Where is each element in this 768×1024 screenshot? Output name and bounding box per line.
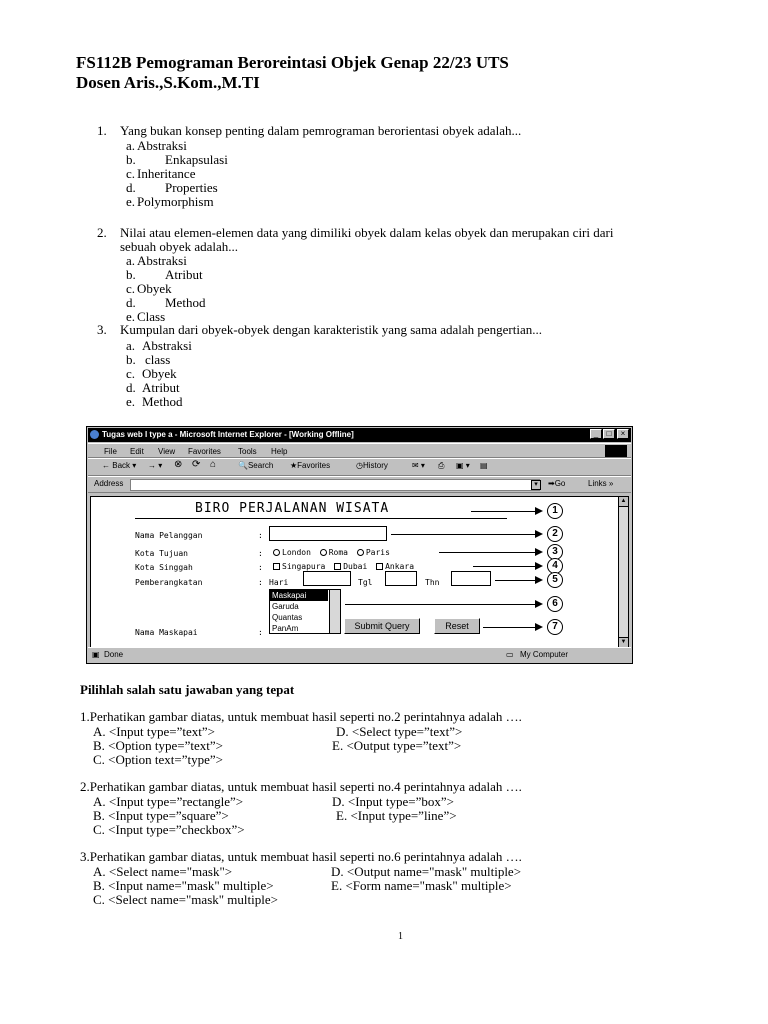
status-text: Done: [104, 650, 124, 659]
maskapai-select-list[interactable]: [269, 589, 341, 634]
forward-button[interactable]: → ▾: [148, 461, 163, 470]
option-text: Method: [142, 394, 183, 409]
home-icon[interactable]: ⌂: [210, 459, 217, 470]
page-number: 1: [398, 931, 403, 942]
option-text: Obyek: [142, 366, 177, 381]
option-text: Abstraksi: [137, 138, 187, 153]
option-text: Atribut: [165, 267, 203, 282]
tgl-input[interactable]: [385, 571, 417, 586]
menu-file[interactable]: File: [104, 447, 117, 456]
colon: :: [258, 578, 263, 587]
radio-london[interactable]: London: [273, 548, 311, 557]
heading-underline: [135, 518, 507, 519]
callout-number: 1: [547, 503, 563, 519]
window-title: Tugas web I type a - Microsoft Internet Explorer - [Working Offline]: [102, 430, 354, 439]
callout-arrow: [483, 627, 541, 628]
callout-arrow: [473, 566, 541, 567]
hari-input[interactable]: [303, 571, 351, 586]
option-letter: a.: [126, 138, 136, 153]
mcq-option-e: E. <Form name="mask" multiple>: [331, 878, 512, 893]
option-letter: d.: [126, 380, 136, 395]
label-hari: Hari: [269, 578, 289, 587]
option-text: Abstraksi: [142, 338, 192, 353]
mcq-option-a: A. <Input type=”text”>: [93, 724, 215, 739]
instruction: Pilihlah salah satu jawaban yang tepat: [80, 682, 295, 697]
label-tgl: Tgl: [358, 578, 373, 587]
mcq-option-d: D. <Output name="mask" multiple>: [331, 864, 522, 879]
back-button[interactable]: ← Back ▾: [102, 461, 137, 470]
option-letter: e.: [126, 194, 136, 209]
callout-number: 6: [547, 596, 563, 612]
callout-number: 4: [547, 558, 563, 574]
colon: :: [258, 531, 263, 540]
option-letter: b.: [126, 152, 136, 167]
history-button[interactable]: ◷History: [356, 461, 388, 470]
checkbox-dubai[interactable]: Dubai: [334, 562, 367, 571]
doc-title: FS112B Pemograman Beroreintasi Objek Genap 22/23 UTS: [76, 53, 509, 72]
option-text: Obyek: [137, 281, 172, 296]
menu-bar: [88, 443, 631, 458]
callout-number: 2: [547, 526, 563, 542]
question-text: sebuah obyek adalah...: [120, 239, 239, 254]
option-text: Inheritance: [137, 166, 196, 181]
colon: :: [258, 563, 263, 572]
option-letter: c.: [126, 166, 136, 181]
option-text: Method: [165, 295, 206, 310]
label-nama-maskapai: Nama Maskapai: [135, 628, 198, 637]
callout-arrow: [345, 604, 541, 605]
callout-arrow: [439, 552, 541, 553]
page-done-icon: ▣: [92, 650, 100, 659]
thn-input[interactable]: [451, 571, 491, 586]
close-button[interactable]: ×: [617, 429, 629, 439]
checkbox-ankara[interactable]: Ankara: [376, 562, 414, 571]
list-item[interactable]: Maskapai: [270, 590, 328, 601]
menu-edit[interactable]: Edit: [130, 447, 144, 456]
mcq-option-e: E. <Output type=”text”>: [332, 738, 462, 753]
window-title-bar: [88, 428, 631, 442]
mcq-option-c: C. <Option text=”type”>: [93, 752, 223, 767]
option-letter: b.: [126, 267, 136, 282]
option-text: Properties: [165, 180, 218, 195]
checkbox-group-kota-singgah: [273, 562, 414, 571]
label-kota-tujuan: Kota Tujuan: [135, 549, 188, 558]
menu-help[interactable]: Help: [271, 447, 288, 456]
discuss-icon[interactable]: ▤: [480, 461, 488, 470]
label-nama-pelanggan: Nama Pelanggan: [135, 531, 203, 540]
address-bar: [88, 476, 631, 493]
option-letter: e.: [126, 309, 136, 324]
option-letter: d.: [126, 295, 136, 310]
reset-button[interactable]: Reset: [434, 618, 480, 634]
mcq-option-b: B. <Input name="mask" multiple>: [93, 878, 274, 893]
menu-tools[interactable]: Tools: [238, 447, 257, 456]
option-text: Atribut: [142, 380, 180, 395]
callout-number: 3: [547, 544, 563, 560]
zone-text: My Computer: [520, 650, 569, 659]
option-letter: a.: [126, 338, 136, 353]
scroll-down-icon[interactable]: ▼: [620, 639, 627, 645]
option-letter: b.: [126, 352, 136, 367]
ie-icon: [90, 430, 99, 439]
label-thn: Thn: [425, 578, 440, 587]
radio-roma[interactable]: Roma: [320, 548, 348, 557]
refresh-icon[interactable]: ⟳: [192, 459, 201, 470]
question-number: 3.: [97, 322, 107, 337]
mcq-option-d: D. <Select type=”text”>: [336, 724, 463, 739]
menu-view[interactable]: View: [158, 447, 176, 456]
mcq-option-b: B. <Input type=”square”>: [93, 808, 229, 823]
mcq-option-e: E. <Input type=”line”>: [336, 808, 457, 823]
list-item[interactable]: PanAm: [272, 624, 299, 633]
option-text: Class: [137, 309, 166, 324]
option-text: class: [145, 352, 171, 367]
question-text: Nilai atau elemen-elemen data yang dimiliki obyek dalam kelas obyek dan merupakan ciri dari: [120, 225, 614, 240]
print-icon[interactable]: ⎙: [438, 461, 445, 470]
mcq-question: 1.Perhatikan gambar diatas, untuk membuat hasil seperti no.2 perintahnya adalah ….: [80, 709, 522, 724]
radio-paris[interactable]: Paris: [357, 548, 390, 557]
submit-query-button[interactable]: Submit Query: [344, 618, 420, 634]
page-viewport: [90, 496, 620, 648]
search-button[interactable]: 🔍Search: [238, 461, 274, 470]
radio-group-kota-tujuan: [273, 548, 390, 557]
callout-arrow: [471, 511, 541, 512]
mcq-option-b: B. <Option type=”text”>: [93, 738, 223, 753]
favorites-button[interactable]: ★Favorites: [290, 461, 331, 470]
computer-icon: ▭: [506, 650, 514, 659]
mail-icon[interactable]: ✉ ▾: [412, 461, 425, 470]
option-letter: c.: [126, 281, 136, 296]
colon: :: [258, 549, 263, 558]
option-letter: c.: [126, 366, 136, 381]
links-button[interactable]: Links »: [588, 479, 614, 488]
edit-icon[interactable]: ▣ ▾: [456, 461, 470, 470]
mcq-option-c: C. <Input type=”checkbox”>: [93, 822, 245, 837]
question-number: 1.: [97, 123, 107, 138]
address-label: Address: [94, 479, 124, 488]
minimize-button[interactable]: _: [590, 429, 602, 439]
question-text: Kumpulan dari obyek-obyek dengan karakteristik yang sama adalah pengertian...: [120, 322, 542, 337]
status-bar: [88, 647, 631, 662]
label-kota-singgah: Kota Singgah: [135, 563, 193, 572]
option-text: Polymorphism: [137, 194, 214, 209]
stop-icon[interactable]: ⊗: [174, 459, 183, 470]
browser-screenshot: [86, 426, 633, 664]
mcq-question: 2.Perhatikan gambar diatas, untuk membuat hasil seperti no.4 perintahnya adalah ….: [80, 779, 522, 794]
page-heading: BIRO PERJALANAN WISATA: [195, 501, 390, 516]
colon: :: [258, 628, 263, 637]
option-text: Abstraksi: [137, 253, 187, 268]
checkbox-singapura[interactable]: Singapura: [273, 562, 325, 571]
option-letter: d.: [126, 180, 136, 195]
mcq-option-a: A. <Select name="mask">: [93, 864, 233, 879]
toolbar: [88, 458, 631, 476]
option-letter: e.: [126, 394, 136, 409]
scroll-up-icon[interactable]: ▲: [619, 497, 628, 507]
question-number: 2.: [97, 225, 107, 240]
maximize-button[interactable]: □: [603, 429, 615, 439]
mcq-option-c: C. <Select name="mask" multiple>: [93, 892, 278, 907]
list-item[interactable]: Garuda: [272, 602, 299, 611]
menu-favorites[interactable]: Favorites: [188, 447, 221, 456]
callout-arrow: [495, 580, 541, 581]
windows-logo-icon: [605, 445, 627, 457]
address-input[interactable]: [130, 479, 540, 491]
mcq-question: 3.Perhatikan gambar diatas, untuk membuat hasil seperti no.6 perintahnya adalah ….: [80, 849, 522, 864]
go-button[interactable]: ➡Go: [548, 479, 566, 488]
mcq-option-d: D. <Input type=”box”>: [332, 794, 454, 809]
mcq-option-a: A. <Input type=”rectangle”>: [93, 794, 244, 809]
page-scrollbar[interactable]: [618, 496, 629, 648]
list-scrollbar[interactable]: [329, 590, 340, 633]
option-letter: a.: [126, 253, 136, 268]
doc-lecturer: Dosen Aris.,S.Kom.,M.TI: [76, 73, 260, 92]
label-pemberangkatan: Pemberangkatan: [135, 578, 203, 587]
option-text: Enkapsulasi: [165, 152, 228, 167]
list-item[interactable]: Quantas: [272, 613, 303, 622]
address-dropdown-icon[interactable]: ▾: [531, 480, 541, 490]
nama-pelanggan-input[interactable]: [269, 526, 387, 541]
callout-arrow: [391, 534, 541, 535]
callout-number: 5: [547, 572, 563, 588]
question-text: Yang bukan konsep penting dalam pemrograman berorientasi obyek adalah...: [120, 123, 522, 138]
callout-number: 7: [547, 619, 563, 635]
